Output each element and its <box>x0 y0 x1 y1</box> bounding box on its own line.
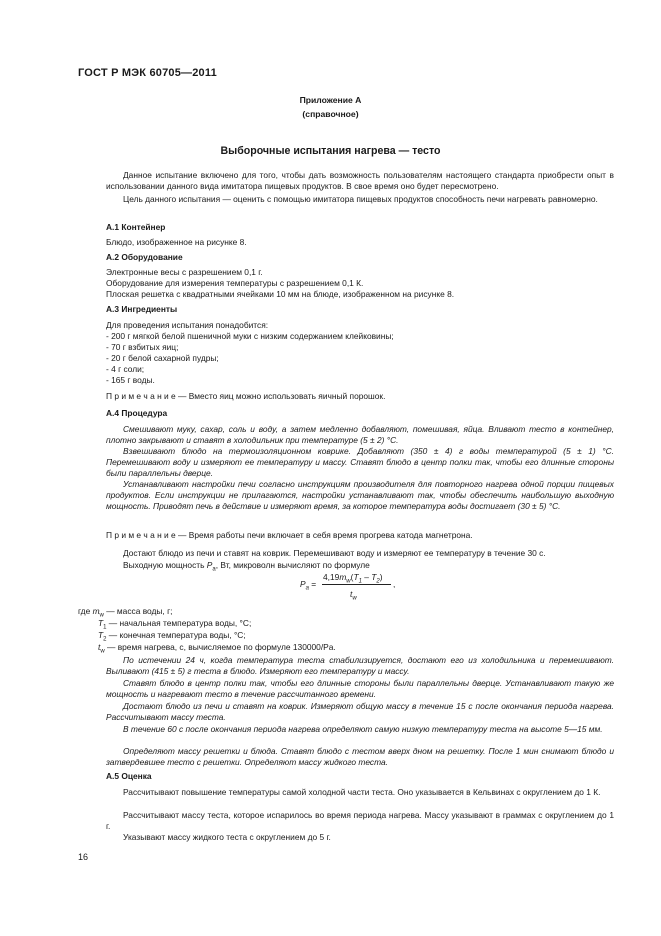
procedure-paragraph-7: Ставят блюдо в центр полки так, чтобы его длинные стороны были параллельны дверце. Устанавливают такую же мощность и нагревают тесто в течение рассчитанного времени. <box>106 678 614 699</box>
ingredient-item: - 165 г воды. <box>106 375 155 385</box>
standard-header: ГОСТ Р МЭК 60705—2011 <box>78 67 217 79</box>
procedure-note <box>106 530 614 541</box>
annex-note: (справочное) <box>302 109 359 119</box>
procedure-paragraph-8: Достают блюдо из печи и ставят на коврик. Измеряют общую массу в течение 15 с после окончания периода нагрева. Рассчитывают массу теста. <box>106 701 614 722</box>
ingredients-lead: Для проведения испытания понадобится: <box>106 320 269 330</box>
intro-paragraph-1: Данное испытание включено для того, чтобы дать возможность пользователям настоящего стандарта приобрести опыт в использовании данного вида имитатора пищевых продуктов. В свое время оно будет пересмотрено. <box>106 170 614 191</box>
procedure-paragraph-2: Взвешивают блюдо на термоизоляционном коврике. Добавляют (350 ± 4) г воды температурой (5 ± 1) °С. Перемешивают воду и измеряют ее температуру и массу. Ставят блюдо в центр полки так, чтобы его длинные стороны были параллельны дверце. <box>106 446 614 478</box>
annex-title: Приложение А <box>299 95 362 105</box>
equipment-line-2: Оборудование для измерения температуры с разрешением 0,1 К. <box>106 278 364 288</box>
note-label: П р и м е ч а н и е <box>106 530 176 540</box>
section-a3-heading: А.3 Ингредиенты <box>106 304 178 314</box>
where-item: $T_2$ — конечная температура воды, °С; <box>98 630 246 643</box>
formula-fraction-bar <box>322 584 391 585</box>
section-a4-heading: А.4 Процедура <box>106 408 168 418</box>
procedure-paragraph-5: Выходную мощность $P_а$, Вт, микроволн вычисляют по формуле <box>123 560 370 573</box>
evaluation-paragraph-3: Указывают массу жидкого теста с округлением до 5 г. <box>123 832 331 842</box>
procedure-paragraph-9: В течение 60 с после окончания периода нагрева определяют самую низкую температуру теста на высоте 5—15 мм. <box>123 724 603 734</box>
ingredient-item: - 70 г взбитых яиц; <box>106 342 179 352</box>
formula-lhs: $P_a$ = <box>300 579 317 592</box>
formula-denominator: $t_w$ <box>350 589 357 602</box>
section-a1-text: Блюдо, изображенное на рисунке 8. <box>106 237 247 247</box>
power-formula: $P_a$ = $4,19m_w(T_1 - T_2)$ $t_w$ , <box>300 572 396 602</box>
note-label: П р и м е ч а н и е <box>106 391 176 401</box>
page-number: 16 <box>78 852 89 862</box>
ingredient-item: - 20 г белой сахарной пудры; <box>106 353 219 363</box>
where-item: где $m_w$ — масса воды, г; <box>78 606 173 619</box>
procedure-paragraph-10: Определяют массу решетки и блюда. Ставят блюдо с тестом вверх дном на решетку. После 1 мин снимают блюдо и затвердевшее тесто с решетки. Определяют массу жидкого теста. <box>106 746 614 767</box>
where-item: $t_w$ — время нагрева, с, вычисляемое по формуле 130000/Pa. <box>98 642 336 655</box>
procedure-paragraph-6: По истечении 24 ч, когда температура теста стабилизируется, достают его из холодильника и перемешивают. Выливают (415 ± 5) г теста в блюдо. Измеряют его температуру и массу. <box>106 655 614 676</box>
equipment-line-1: Электронные весы с разрешением 0,1 г. <box>106 267 263 277</box>
formula-numerator: $4,19m_w(T_1 - T_2)$ <box>323 572 383 585</box>
intro-paragraph-2: Цель данного испытания — оценить с помощью имитатора пищевых продуктов способность печи нагревать равномерно. <box>123 194 598 204</box>
ingredient-item: - 200 г мягкой белой пшеничной муки с низким содержанием клейковины; <box>106 331 394 341</box>
procedure-paragraph-4: Достают блюдо из печи и ставят на коврик. Перемешивают воду и измеряют ее температуру в течение 30 с. <box>123 548 546 558</box>
page-title: Выборочные испытания нагрева — тесто <box>220 145 441 157</box>
section-a2-heading: А.2 Оборудование <box>106 252 183 262</box>
procedure-paragraph-3: Устанавливают настройки печи согласно инструкциям производителя для повторного нагрева одной порции пищевых продуктов. Если инструкции не прилагаются, настройки устанавливают так, чтобы обеспечить наибольшую выходную мощность. Приводят печь в действие и измеряют время, за которое температура воды достигает (30 ± 5) °С. <box>106 479 614 511</box>
equipment-line-3: Плоская решетка с квадратными ячейками 10 мм на блюде, изображенном на рисунке 8. <box>106 289 455 299</box>
ingredient-item: - 4 г соли; <box>106 364 145 374</box>
note-text: — Время работы печи включает в себя время прогрева катода магнетрона. <box>175 530 473 540</box>
ingredients-note <box>106 391 614 402</box>
section-a5-heading: А.5 Оценка <box>106 771 152 781</box>
procedure-paragraph-1: Смешивают муку, сахар, соль и воду, а затем медленно добавляют, помешивая, яйца. Вливают тесто в контейнер, плотно закрывают и ставят в холодильник при температуре (5 ± 2) °С. <box>106 424 614 445</box>
section-a1-heading: А.1 Контейнер <box>106 222 166 232</box>
evaluation-paragraph-2: Рассчитывают массу теста, которое испарилось во время периода нагрева. Массу указывают в граммах с округлением до 1 г. <box>106 810 614 831</box>
evaluation-paragraph-1: Рассчитывают повышение температуры самой холодной части теста. Оно указывается в Кельвинах с округлением до 1 К. <box>123 787 601 797</box>
note-text: — Вместо яиц можно использовать яичный порошок. <box>175 391 386 401</box>
where-item: $T_1$ — начальная температура воды, °С; <box>98 618 252 631</box>
